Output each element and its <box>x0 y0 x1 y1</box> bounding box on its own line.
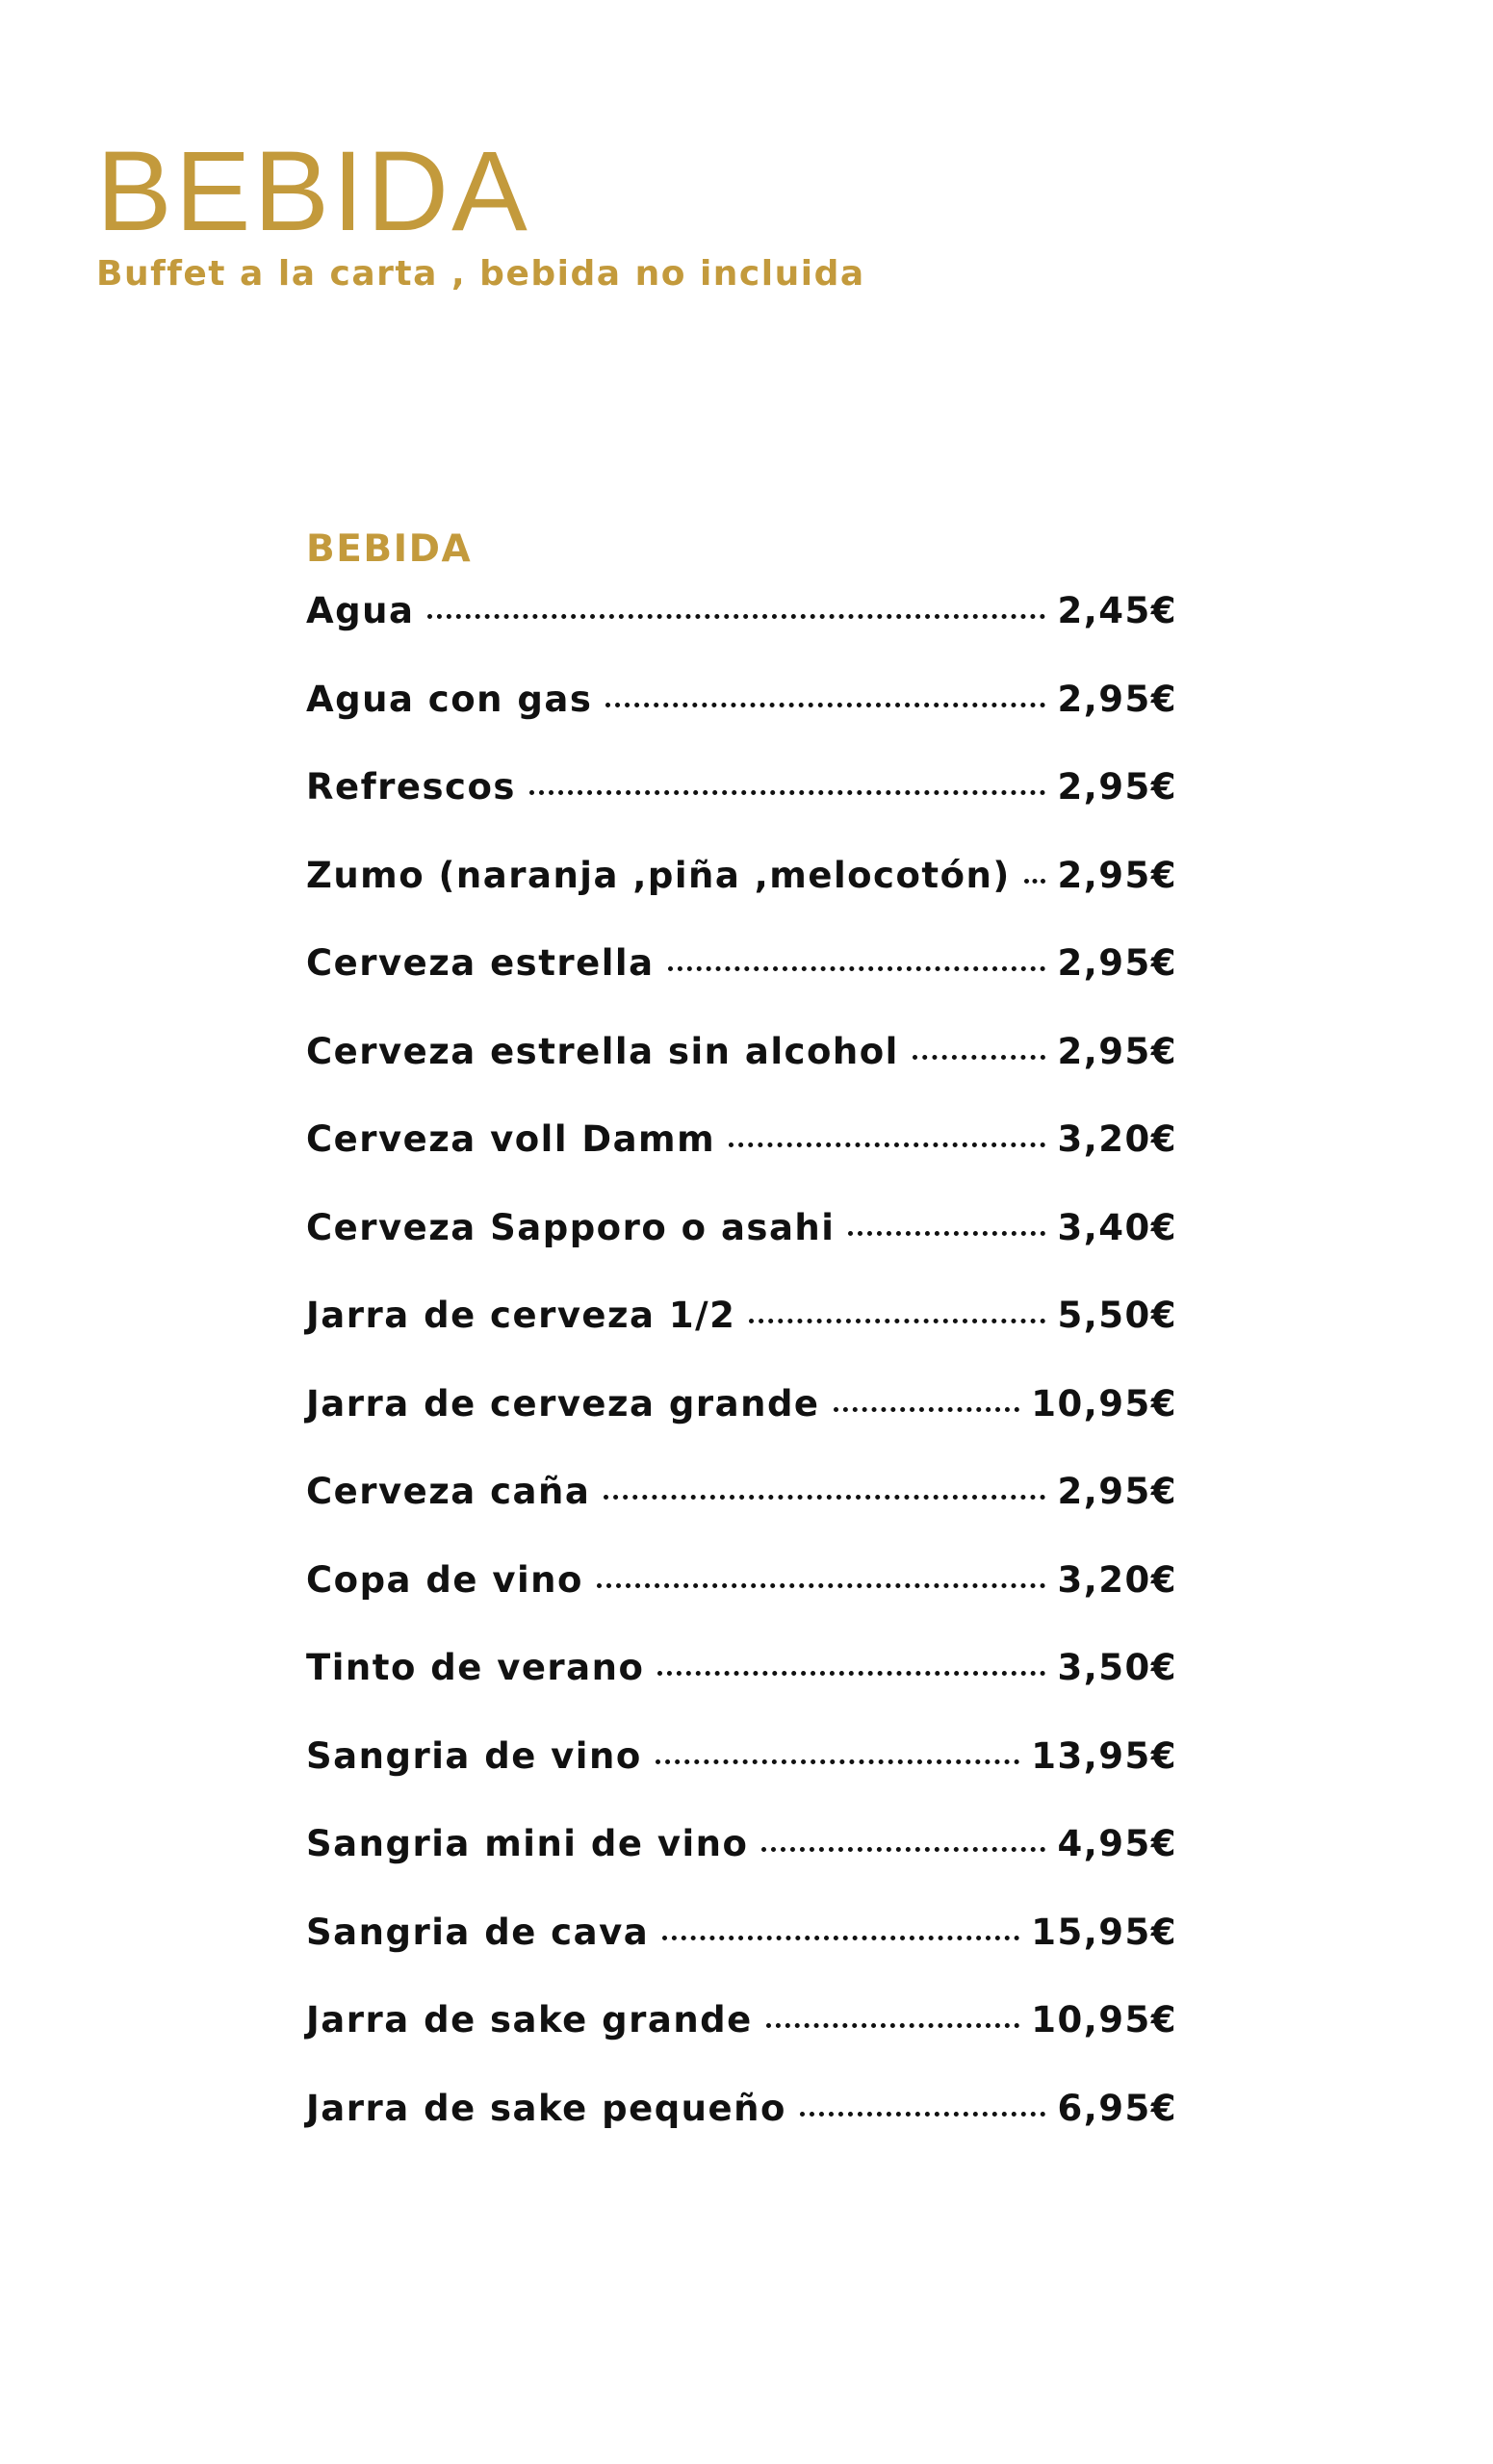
item-price: 2,95€ <box>1057 854 1177 896</box>
dot-leader <box>766 2023 1019 2028</box>
item-price: 3,20€ <box>1057 1558 1177 1601</box>
dot-leader <box>597 1583 1046 1588</box>
menu-item <box>306 762 1177 851</box>
drinks-list <box>306 586 1177 2171</box>
item-name: Jarra de sake pequeño <box>306 2087 786 2129</box>
menu-item <box>306 1732 1177 1820</box>
item-name: Agua <box>306 590 415 631</box>
menu-item <box>306 1819 1177 1908</box>
menu-item <box>306 1379 1177 1468</box>
item-price: 2,45€ <box>1057 590 1177 631</box>
dot-leader <box>800 2112 1046 2117</box>
dot-leader <box>749 1319 1045 1323</box>
item-name: Jarra de cerveza grande <box>306 1382 820 1424</box>
dot-leader <box>427 614 1045 619</box>
item-name: Zumo (naranja ,piña ,melocotón) <box>306 854 1011 896</box>
item-price: 10,95€ <box>1031 1999 1177 2040</box>
page-subtitle: Buffet a la carta , bebida no incluida <box>96 254 865 294</box>
item-price: 2,95€ <box>1057 1030 1177 1072</box>
dot-leader <box>834 1407 1020 1412</box>
item-name: Cerveza caña <box>306 1471 591 1512</box>
item-price: 3,40€ <box>1057 1206 1177 1248</box>
item-price: 13,95€ <box>1031 1734 1177 1777</box>
menu-item <box>306 1995 1177 2084</box>
menu-item <box>306 1291 1177 1379</box>
menu-item <box>306 675 1177 763</box>
item-name: Agua con gas <box>306 678 593 720</box>
dot-leader <box>1024 879 1046 884</box>
menu-item <box>306 1555 1177 1644</box>
item-name: Cerveza estrella sin alcohol <box>306 1030 899 1072</box>
item-price: 3,20€ <box>1057 1118 1177 1160</box>
dot-leader <box>668 966 1046 971</box>
dot-leader <box>604 1495 1045 1500</box>
menu-item <box>306 1203 1177 1292</box>
item-name: Cerveza voll Damm <box>306 1118 716 1160</box>
item-name: Jarra de cerveza 1/2 <box>306 1295 736 1336</box>
item-price: 10,95€ <box>1031 1382 1177 1424</box>
item-price: 3,50€ <box>1057 1647 1177 1688</box>
menu-item <box>306 2084 1177 2172</box>
dot-leader <box>848 1231 1045 1236</box>
dot-leader <box>662 1936 1019 1940</box>
item-name: Sangria mini de vino <box>306 1823 749 1864</box>
section-title: BEBIDA <box>306 527 473 571</box>
item-name: Copa de vino <box>306 1558 583 1601</box>
item-price: 2,95€ <box>1057 1471 1177 1512</box>
menu-item <box>306 1908 1177 1996</box>
dot-leader <box>913 1055 1046 1060</box>
page-title: BEBIDA <box>96 128 530 255</box>
menu-item <box>306 938 1177 1027</box>
menu-item <box>306 1643 1177 1732</box>
item-price: 15,95€ <box>1031 1911 1177 1953</box>
item-price: 6,95€ <box>1057 2087 1177 2129</box>
item-price: 4,95€ <box>1057 1823 1177 1864</box>
dot-leader <box>657 1671 1045 1676</box>
item-name: Tinto de verano <box>306 1647 645 1688</box>
dot-leader <box>729 1142 1045 1147</box>
item-name: Sangria de cava <box>306 1911 650 1953</box>
dot-leader <box>761 1847 1045 1852</box>
item-price: 2,95€ <box>1057 942 1177 984</box>
dot-leader <box>605 703 1045 707</box>
item-name: Refrescos <box>306 766 516 808</box>
menu-item <box>306 1467 1177 1555</box>
dot-leader <box>656 1759 1019 1764</box>
menu-item <box>306 1115 1177 1203</box>
item-name: Cerveza estrella <box>306 942 655 984</box>
item-name: Jarra de sake grande <box>306 1999 753 2040</box>
item-price: 2,95€ <box>1057 678 1177 720</box>
drinks-menu-section <box>306 525 1177 2171</box>
item-name: Sangria de vino <box>306 1734 642 1777</box>
menu-item <box>306 1027 1177 1116</box>
menu-item <box>306 851 1177 939</box>
item-price: 2,95€ <box>1057 766 1177 808</box>
page-header <box>96 128 865 294</box>
item-name: Cerveza Sapporo o asahi <box>306 1206 836 1248</box>
dot-leader <box>529 790 1046 795</box>
menu-item <box>306 586 1177 675</box>
item-price: 5,50€ <box>1057 1295 1177 1336</box>
